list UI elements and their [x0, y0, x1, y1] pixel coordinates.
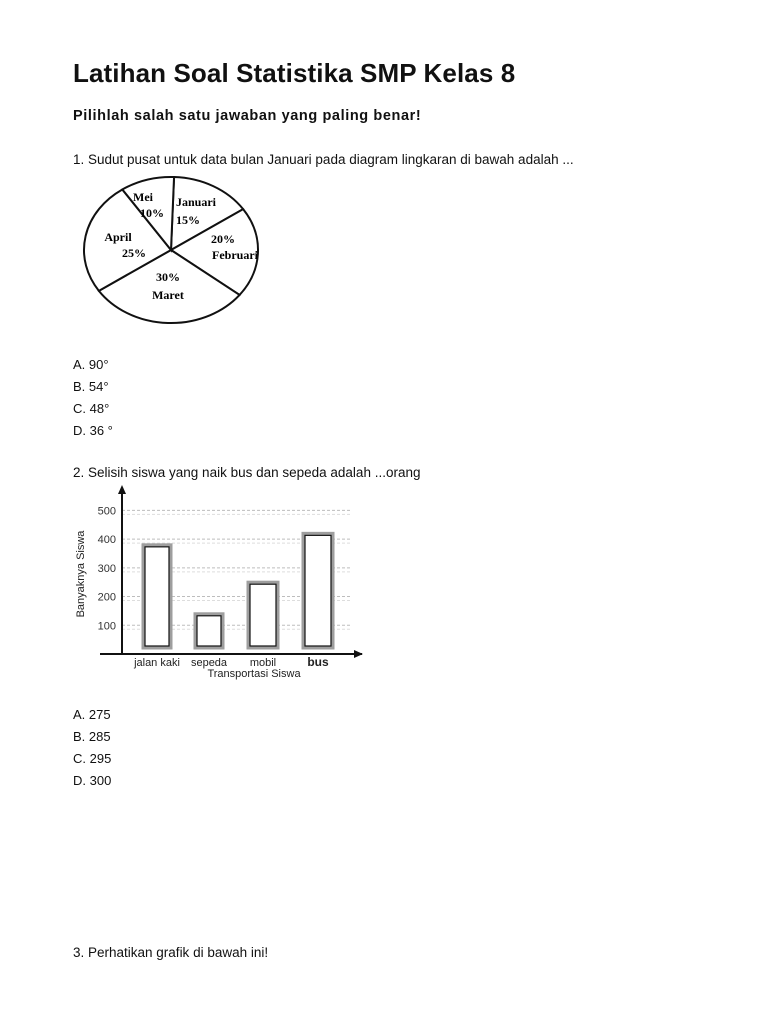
bar-sepeda: [195, 614, 223, 648]
question-2-text: 2. Selisih siswa yang naik bus dan sepeda adalah ...orang: [73, 465, 421, 480]
pie-label-januari: Januari: [175, 195, 217, 209]
question-1-text: 1. Sudut pusat untuk data bulan Januari pada diagram lingkaran di bawah adalah ...: [73, 152, 574, 167]
pie-label-maret: Maret: [152, 288, 184, 302]
pie-label-mei: Mei: [133, 190, 153, 204]
bar-jalan-kaki: [143, 545, 171, 648]
pie-percent-mei: 10%: [140, 206, 164, 220]
option-b[interactable]: B. 54°: [73, 379, 109, 394]
x-tick-label: mobil: [249, 657, 277, 669]
option-a[interactable]: A. 90°: [73, 357, 109, 372]
bar-chart: [70, 482, 380, 682]
option-d[interactable]: D. 36 °: [73, 423, 113, 438]
pie-percent-januari: 15%: [176, 213, 200, 227]
option-c[interactable]: C. 295: [73, 751, 112, 766]
x-axis-arrow: [354, 650, 363, 658]
instruction-text: Pilihlah salah satu jawaban yang paling benar!: [73, 108, 422, 124]
bar-mobil: [248, 582, 278, 648]
x-axis-title: Transportasi Siswa: [207, 668, 301, 680]
y-tick-label: 100: [97, 620, 116, 633]
bar-bus: [303, 533, 333, 648]
question-2-options: [73, 704, 111, 792]
pie-percent-april: 25%: [122, 246, 146, 260]
pie-label-april: April: [104, 230, 132, 244]
y-axis-arrow: [118, 485, 126, 494]
page-title: Latihan Soal Statistika SMP Kelas 8: [73, 58, 516, 88]
y-tick-label: 300: [97, 562, 116, 575]
option-b[interactable]: B. 285: [73, 729, 111, 744]
y-tick-label: 500: [97, 505, 116, 518]
y-tick-label: 200: [97, 591, 116, 604]
question-3-text: 3. Perhatikan grafik di bawah ini!: [73, 945, 269, 960]
question-1-options: [73, 354, 113, 442]
option-c[interactable]: C. 48°: [73, 401, 110, 416]
pie-chart: [78, 172, 278, 332]
pie-label-februari: Februari: [212, 248, 258, 262]
y-axis-title: Banyaknya Siswa: [75, 530, 87, 618]
pie-percent-maret: 30%: [156, 270, 180, 284]
x-tick-label: jalan kaki: [134, 657, 180, 669]
option-a[interactable]: A. 275: [73, 707, 111, 722]
pie-percent-februari: 20%: [211, 232, 235, 246]
y-tick-label: 400: [97, 534, 116, 547]
option-d[interactable]: D. 300: [73, 773, 112, 788]
x-tick-label: sepeda: [190, 657, 228, 669]
x-tick-label: bus: [307, 655, 329, 669]
